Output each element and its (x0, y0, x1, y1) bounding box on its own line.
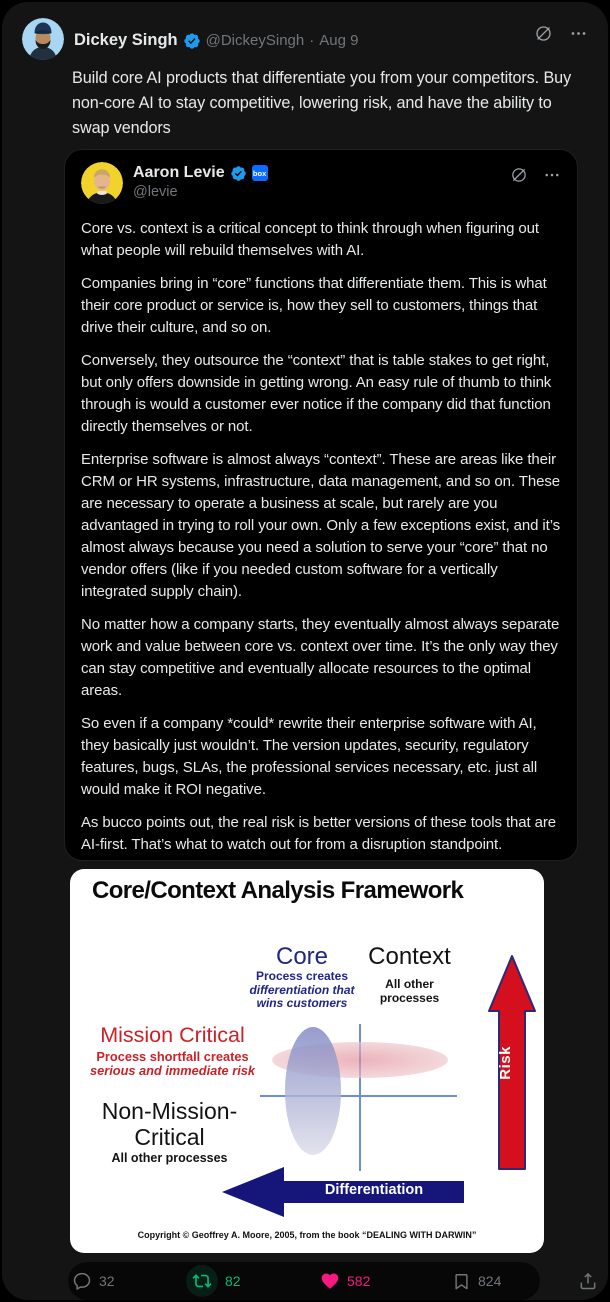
repost-count: 82 (225, 1273, 241, 1289)
share-button[interactable] (578, 1261, 598, 1300)
bookmark-count: 824 (478, 1273, 502, 1289)
tweet-media-diagram[interactable] (70, 869, 544, 1253)
author-name[interactable]: Dickey Singh (74, 31, 178, 49)
diagram-title: Core/Context Analysis Framework (92, 877, 464, 904)
grok-actions-icon[interactable] (510, 166, 528, 184)
tweet-paragraph: Companies bring in “core” functions that differentiate them. This is what their core product or service is, how they sell to customers, things that drive their culture, and so on. (81, 275, 547, 336)
like-heart-icon (320, 1271, 340, 1291)
quoted-tweet-header (81, 162, 561, 204)
box-org-badge[interactable]: box (252, 165, 268, 181)
aaron-levie-avatar-image (81, 162, 123, 204)
reply-icon (72, 1271, 92, 1291)
mission-critical-label: Mission Critical Process shortfall creates serious and immediate risk (89, 1023, 255, 1078)
core-quadrant-label: Core Process creates differentiation that wins customers (249, 943, 355, 1010)
like-count: 582 (347, 1273, 371, 1289)
tweet-paragraph: Conversely, they outsource the “context” that is table stakes to get right, but only offers downside in getting wrong. An easy rule of thumb to think through is would a customer ever notice if the company did that function directly themselves or not. (81, 352, 552, 435)
reply-count: 32 (99, 1273, 115, 1289)
tweet-card (2, 2, 608, 1300)
more-options-icon[interactable] (543, 166, 561, 184)
repost-icon (192, 1271, 212, 1291)
share-icon (578, 1271, 598, 1291)
main-tweet-header (2, 2, 608, 60)
context-quadrant-label: Context All other processes (368, 943, 451, 1005)
repost-highlight-circle (186, 1265, 218, 1297)
quoted-author-name[interactable]: Aaron Levie (133, 164, 225, 181)
bookmark-icon (452, 1272, 471, 1291)
more-options-icon[interactable] (569, 24, 588, 43)
verified-badge-icon (183, 32, 201, 50)
verified-badge-icon (230, 165, 247, 182)
quoted-tweet-card[interactable] (64, 149, 578, 861)
reply-button[interactable] (72, 1261, 115, 1300)
tweet-paragraph: Enterprise software is almost always “context”. These are areas like their CRM or HR systems, infrastructure, data management, and so on. These are necessary to operate a business at scale, but rarely are you advantaged in trying to roll your own. Only a few exceptions exist, and it’s almost always because you need a solution to serve your “core” that no vendor offers (like if you needed custom software for a vertically integrated supply chain). (81, 451, 561, 600)
main-tweet-text: Build core AI products that differentiate you from your competitors. Buy non-core AI to stay competitive, lowering risk, and have the ability to swap vendors (72, 69, 572, 137)
grok-actions-icon[interactable] (534, 24, 553, 43)
like-button[interactable] (320, 1261, 370, 1300)
quoted-author-handle[interactable]: @levie (133, 184, 178, 200)
avatar[interactable] (81, 162, 123, 204)
author-handle[interactable]: @DickeySingh (205, 32, 305, 49)
non-mission-critical-label: Non-Mission-Critical All other processes (101, 1098, 238, 1165)
diagram-copyright: Copyright © Geoffrey A. Moore, 2005, from the book “DEALING WITH DARWIN” (137, 1230, 477, 1240)
timestamp[interactable]: Aug 9 (319, 32, 359, 49)
core-ellipse (285, 1027, 341, 1155)
quoted-tweet-text (81, 218, 561, 856)
avatar[interactable] (22, 18, 64, 60)
tweet-paragraph: As bucco points out, the real risk is better versions of these tools that are AI-first. That’s what to watch out for from a disruption standpoint. (81, 814, 557, 853)
differentiation-axis-label: Differentiation (324, 1182, 424, 1198)
dickey-singh-avatar-image (22, 18, 64, 60)
tweet-action-bar (2, 1261, 608, 1300)
tweet-paragraph: No matter how a company starts, they eventually almost always separate work and value between core vs. context over time. It’s the only way they can stay competitive and eventually allocate resources to the optimal areas. (81, 616, 560, 699)
meta-separator: · (309, 32, 315, 49)
risk-axis-label: Risk (497, 1046, 514, 1080)
repost-button[interactable] (186, 1261, 241, 1300)
tweet-paragraph: Core vs. context is a critical concept to think through when figuring out what people will rebuild themselves with AI. (81, 220, 539, 259)
tweet-paragraph: So even if a company *could* rewrite their enterprise software with AI, they basically just wouldn’t. The version updates, security, regulatory features, bugs, SLAs, the professional services necessary, etc. just all would make it ROI negative. (81, 715, 538, 798)
bookmark-button[interactable] (452, 1261, 501, 1300)
